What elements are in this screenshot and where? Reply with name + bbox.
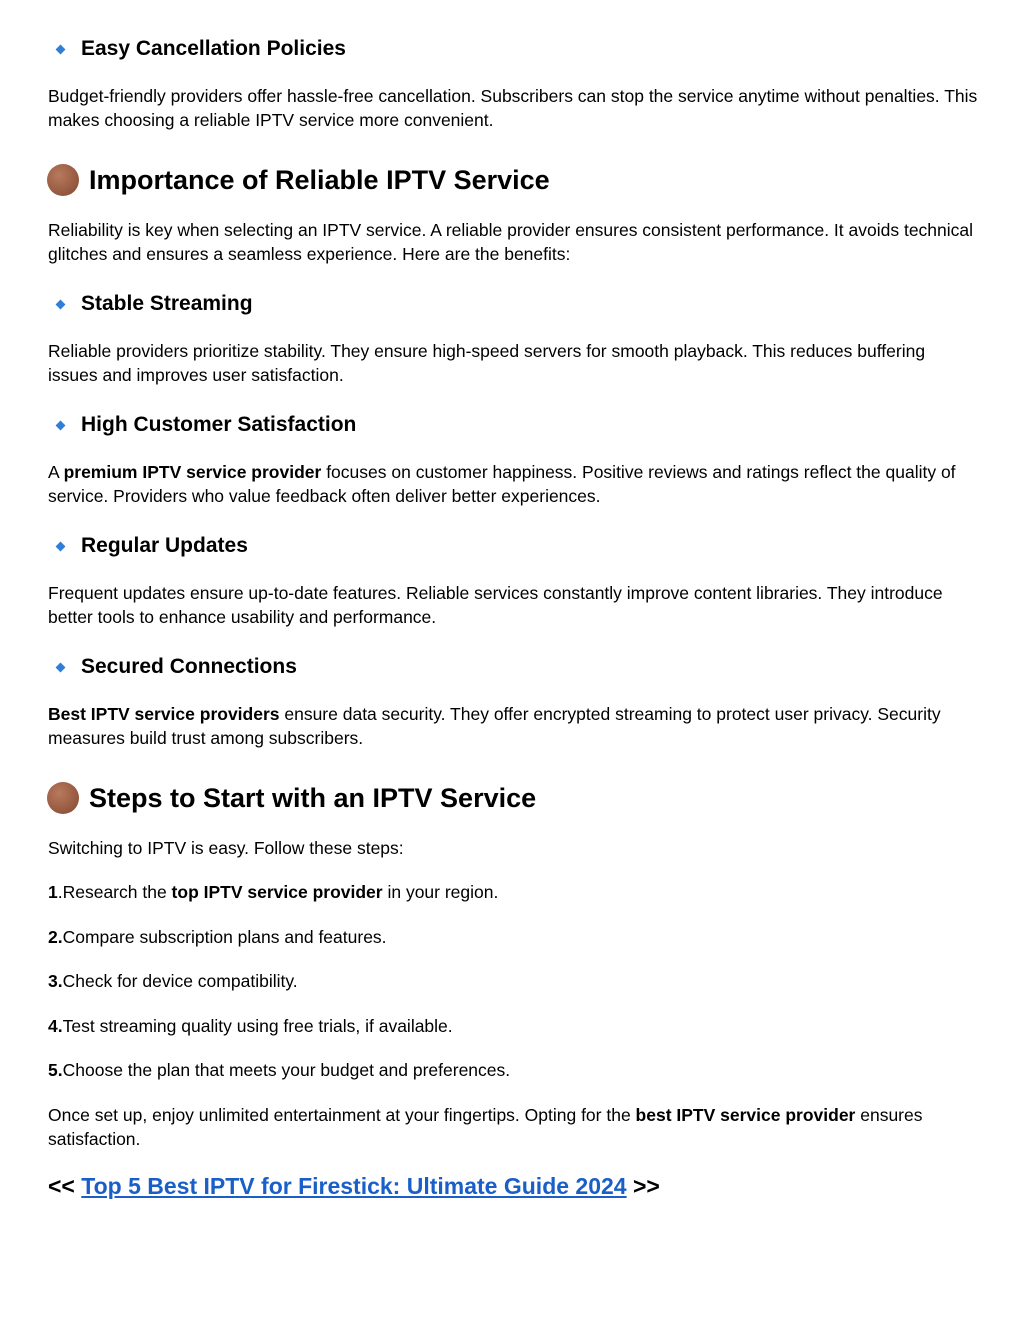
heading-regular-updates: Regular Updates [56, 533, 248, 559]
heading-stable-streaming: Stable Streaming [56, 291, 253, 317]
blue-diamond-icon [56, 299, 66, 309]
brown-circle-icon [47, 782, 79, 814]
list-item-step-2: 2.Compare subscription plans and features. [48, 927, 387, 947]
list-item-step-5: 5.Choose the plan that meets your budget and preferences. [48, 1060, 511, 1080]
paragraph-regular-updates: Frequent updates ensure up-to-date features. Reliable services constantly improve content libraries. They introduce better tools to enhance usability and performance. [48, 583, 943, 627]
paragraph-importance: Reliability is key when selecting an IPTV service. A reliable provider ensures consistent performance. It avoids technical glitches and ensures a seamless experience. Here are the benefits: [48, 220, 974, 264]
paragraph-stable-streaming: Reliable providers prioritize stability. They ensure high-speed servers for smooth playback. This reduces buffering issues and improves user satisfaction. [48, 341, 926, 385]
list-item-step-1: 1.Research the top IPTV service provider in your region. [48, 882, 499, 902]
heading-customer-satisfaction: High Customer Satisfaction [56, 412, 356, 438]
paragraph-easy-cancellation: Budget-friendly providers offer hassle-free cancellation. Subscribers can stop the service anytime without penalties. This makes choosing a reliable IPTV service more convenient. [48, 86, 978, 130]
bold-phrase: best IPTV service provider [635, 1105, 856, 1125]
blue-diamond-icon [56, 541, 66, 551]
related-article-line: << Top 5 Best IPTV for Firestick: Ultimate Guide 2024 >> [48, 1173, 660, 1199]
heading-steps: Steps to Start with an IPTV Service [47, 781, 536, 815]
paragraph-customer-satisfaction: A premium IPTV service provider focuses on customer happiness. Positive reviews and ratings reflect the quality of service. Providers who value feedback often deliver better experiences. [48, 462, 956, 506]
blue-diamond-icon [56, 662, 66, 672]
paragraph-steps-outro: Once set up, enjoy unlimited entertainment at your fingertips. Opting for the best IPTV service provider ensures satisfaction. [48, 1105, 923, 1149]
blue-diamond-icon [56, 44, 66, 54]
bold-phrase: premium IPTV service provider [63, 462, 322, 482]
brown-circle-icon [47, 164, 79, 196]
heading-secured-connections: Secured Connections [56, 654, 297, 680]
paragraph-secured-connections: Best IPTV service providers ensure data security. They offer encrypted streaming to protect user privacy. Security measures build trust among subscribers. [48, 704, 941, 748]
paragraph-steps-intro: Switching to IPTV is easy. Follow these steps: [48, 838, 404, 858]
list-item-step-4: 4.Test streaming quality using free trials, if available. [48, 1016, 453, 1036]
related-article-link[interactable]: Top 5 Best IPTV for Firestick: Ultimate Guide 2024 [81, 1173, 627, 1199]
list-item-step-3: 3.Check for device compatibility. [48, 971, 298, 991]
heading-easy-cancellation: Easy Cancellation Policies [56, 36, 346, 62]
blue-diamond-icon [56, 420, 66, 430]
heading-importance: Importance of Reliable IPTV Service [47, 163, 550, 197]
bold-phrase: Best IPTV service providers [48, 704, 280, 724]
